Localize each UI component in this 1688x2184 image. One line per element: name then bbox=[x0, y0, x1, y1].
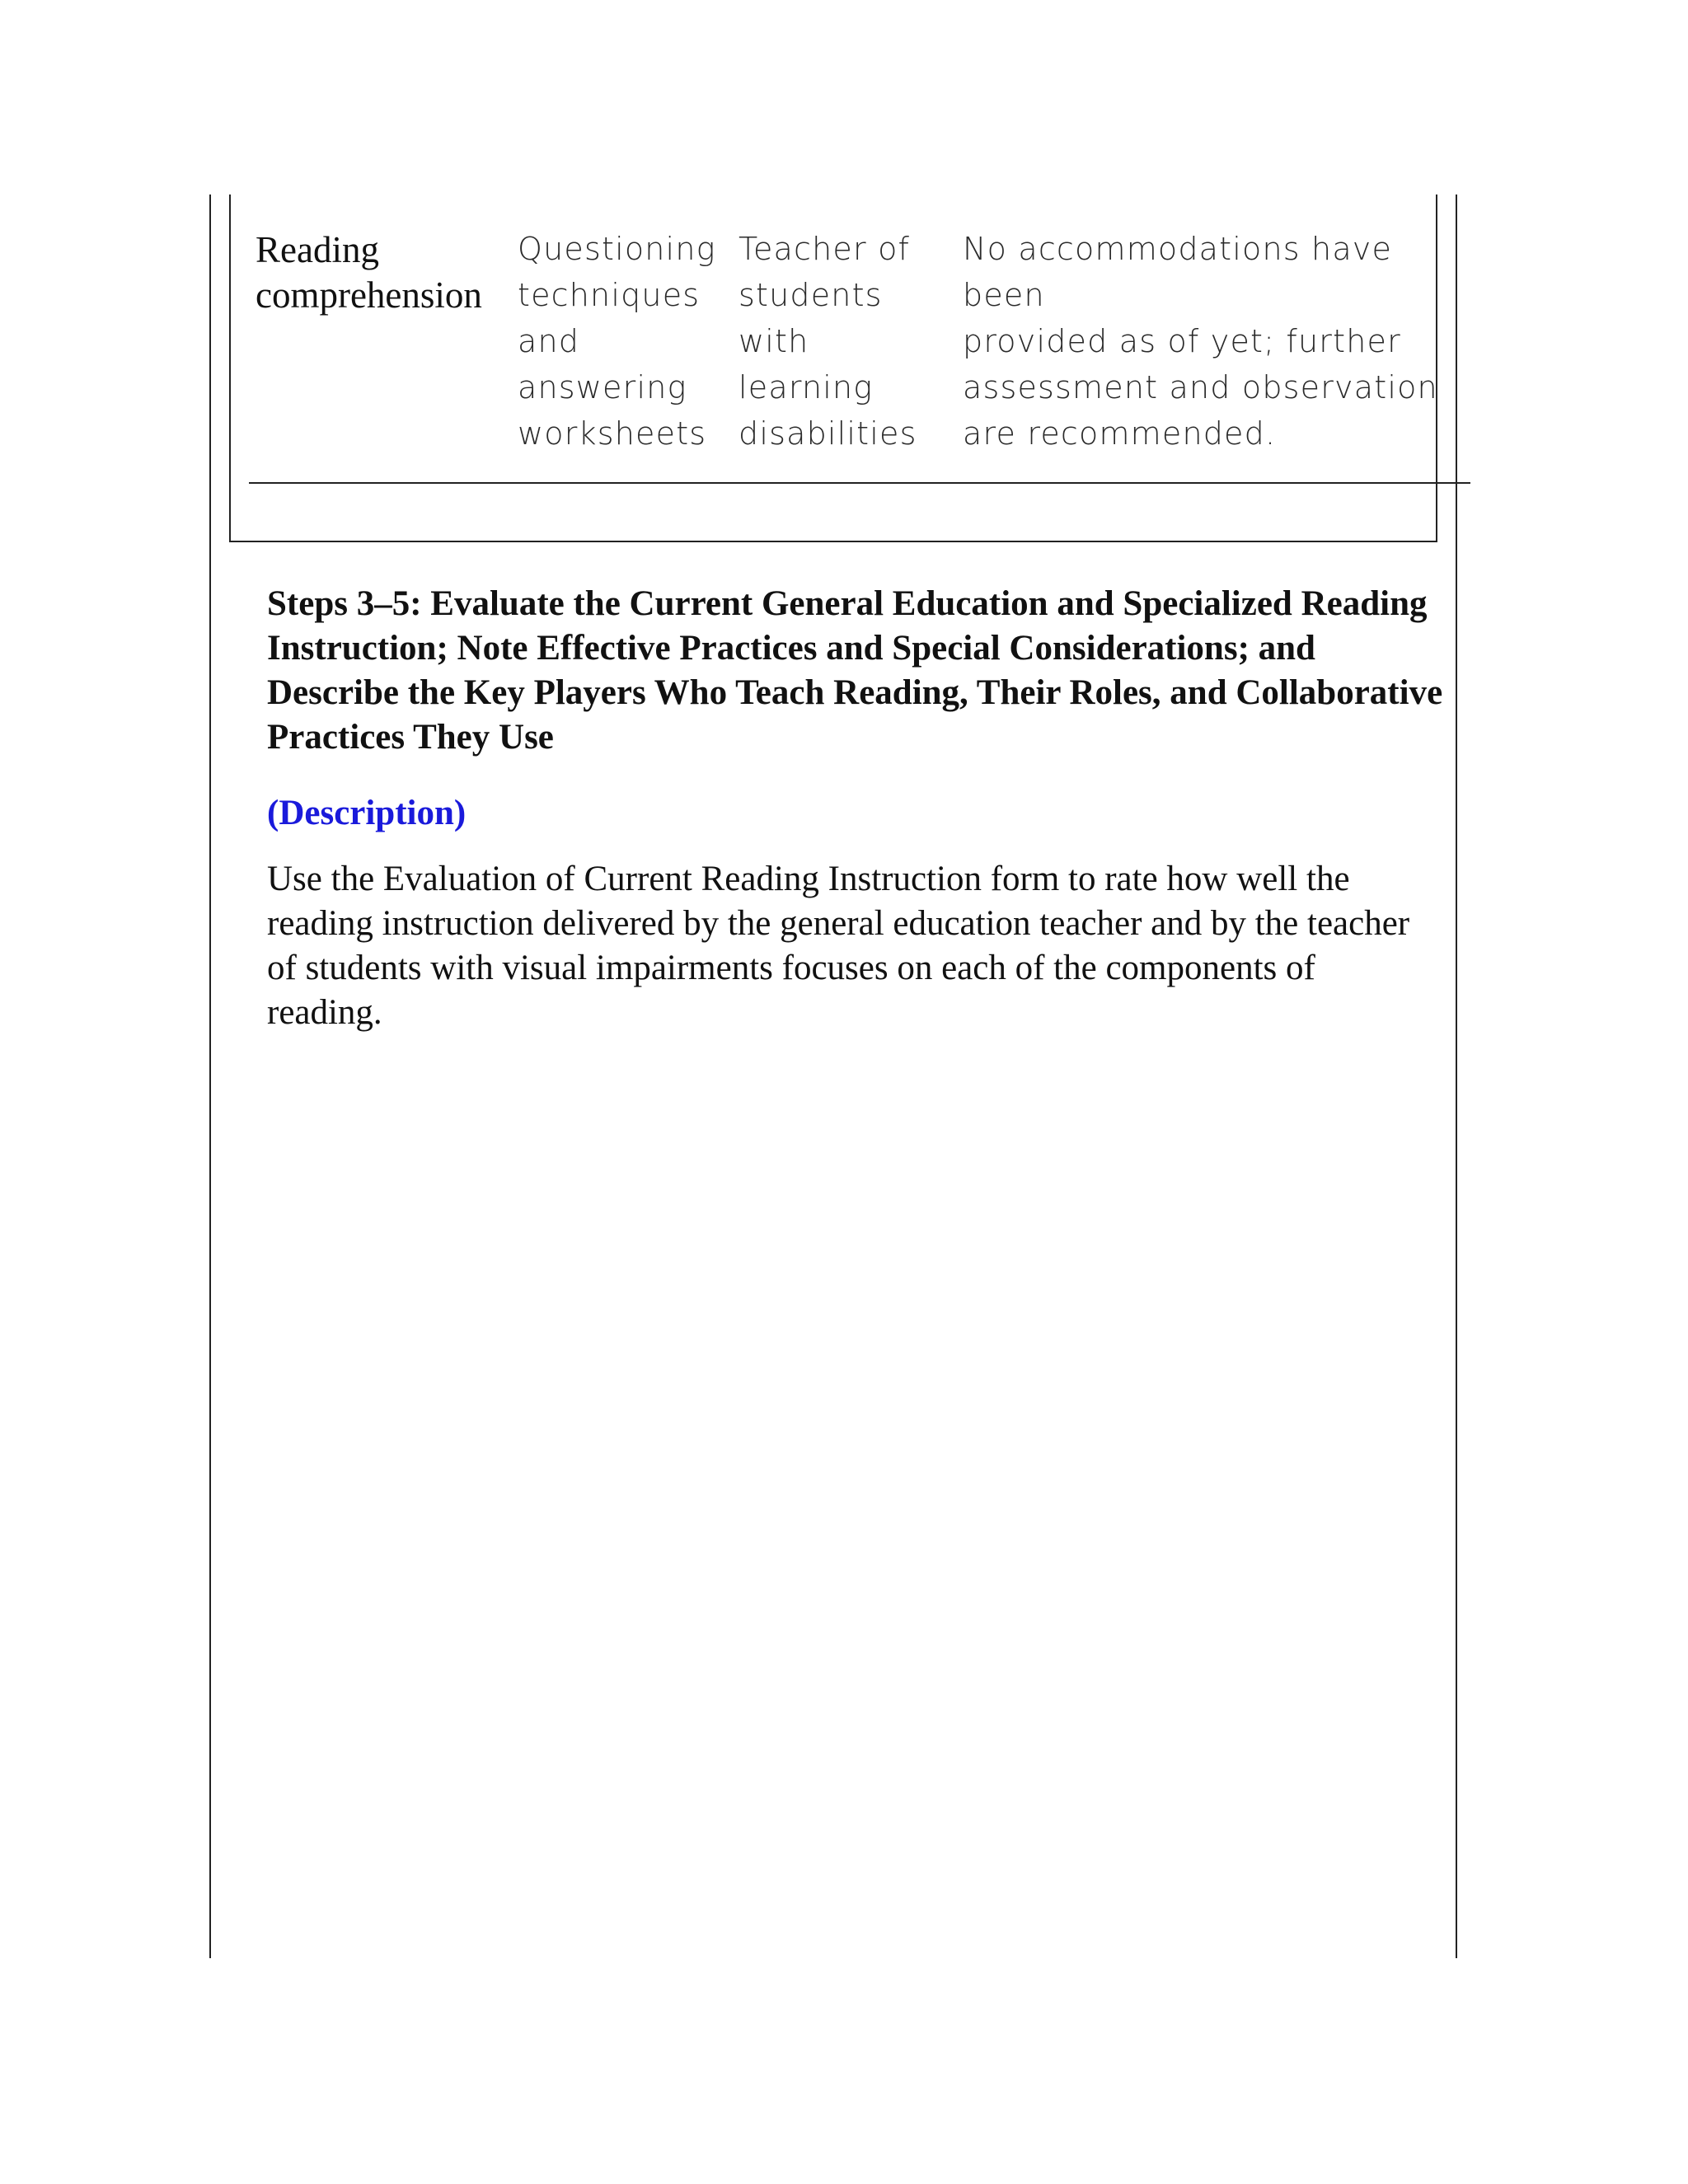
page-border-left bbox=[209, 194, 211, 1958]
cell-reading-area: Reading comprehension bbox=[256, 229, 482, 316]
description-label: (Description) bbox=[267, 794, 467, 832]
cell-accommodations: No accommodations have been provided as of yet; further assessment and observation are recommended. bbox=[963, 231, 1438, 452]
page-border-right bbox=[1456, 194, 1457, 1958]
table-border-left bbox=[229, 194, 231, 542]
table-border-bottom bbox=[229, 541, 1437, 542]
section-heading: Steps 3–5: Evaluate the Current General Education and Specialized Reading Instruction; Note Effective Practices and Special Considerations; and Describe the Key Players Who Teach Reading, Their Roles, and Collaborative Practices They Use bbox=[267, 584, 1443, 757]
cell-materials: Questioning techniques and answering worksheets bbox=[518, 231, 716, 452]
cell-provider: Teacher of students with learning disabilities bbox=[738, 231, 917, 452]
description-paragraph: Use the Evaluation of Current Reading Instruction form to rate how well the reading instruction delivered by the general education teacher and by the teacher of students with visual impairments focuses on each of the components of reading. bbox=[267, 860, 1410, 1032]
table-row-divider bbox=[249, 482, 1470, 484]
